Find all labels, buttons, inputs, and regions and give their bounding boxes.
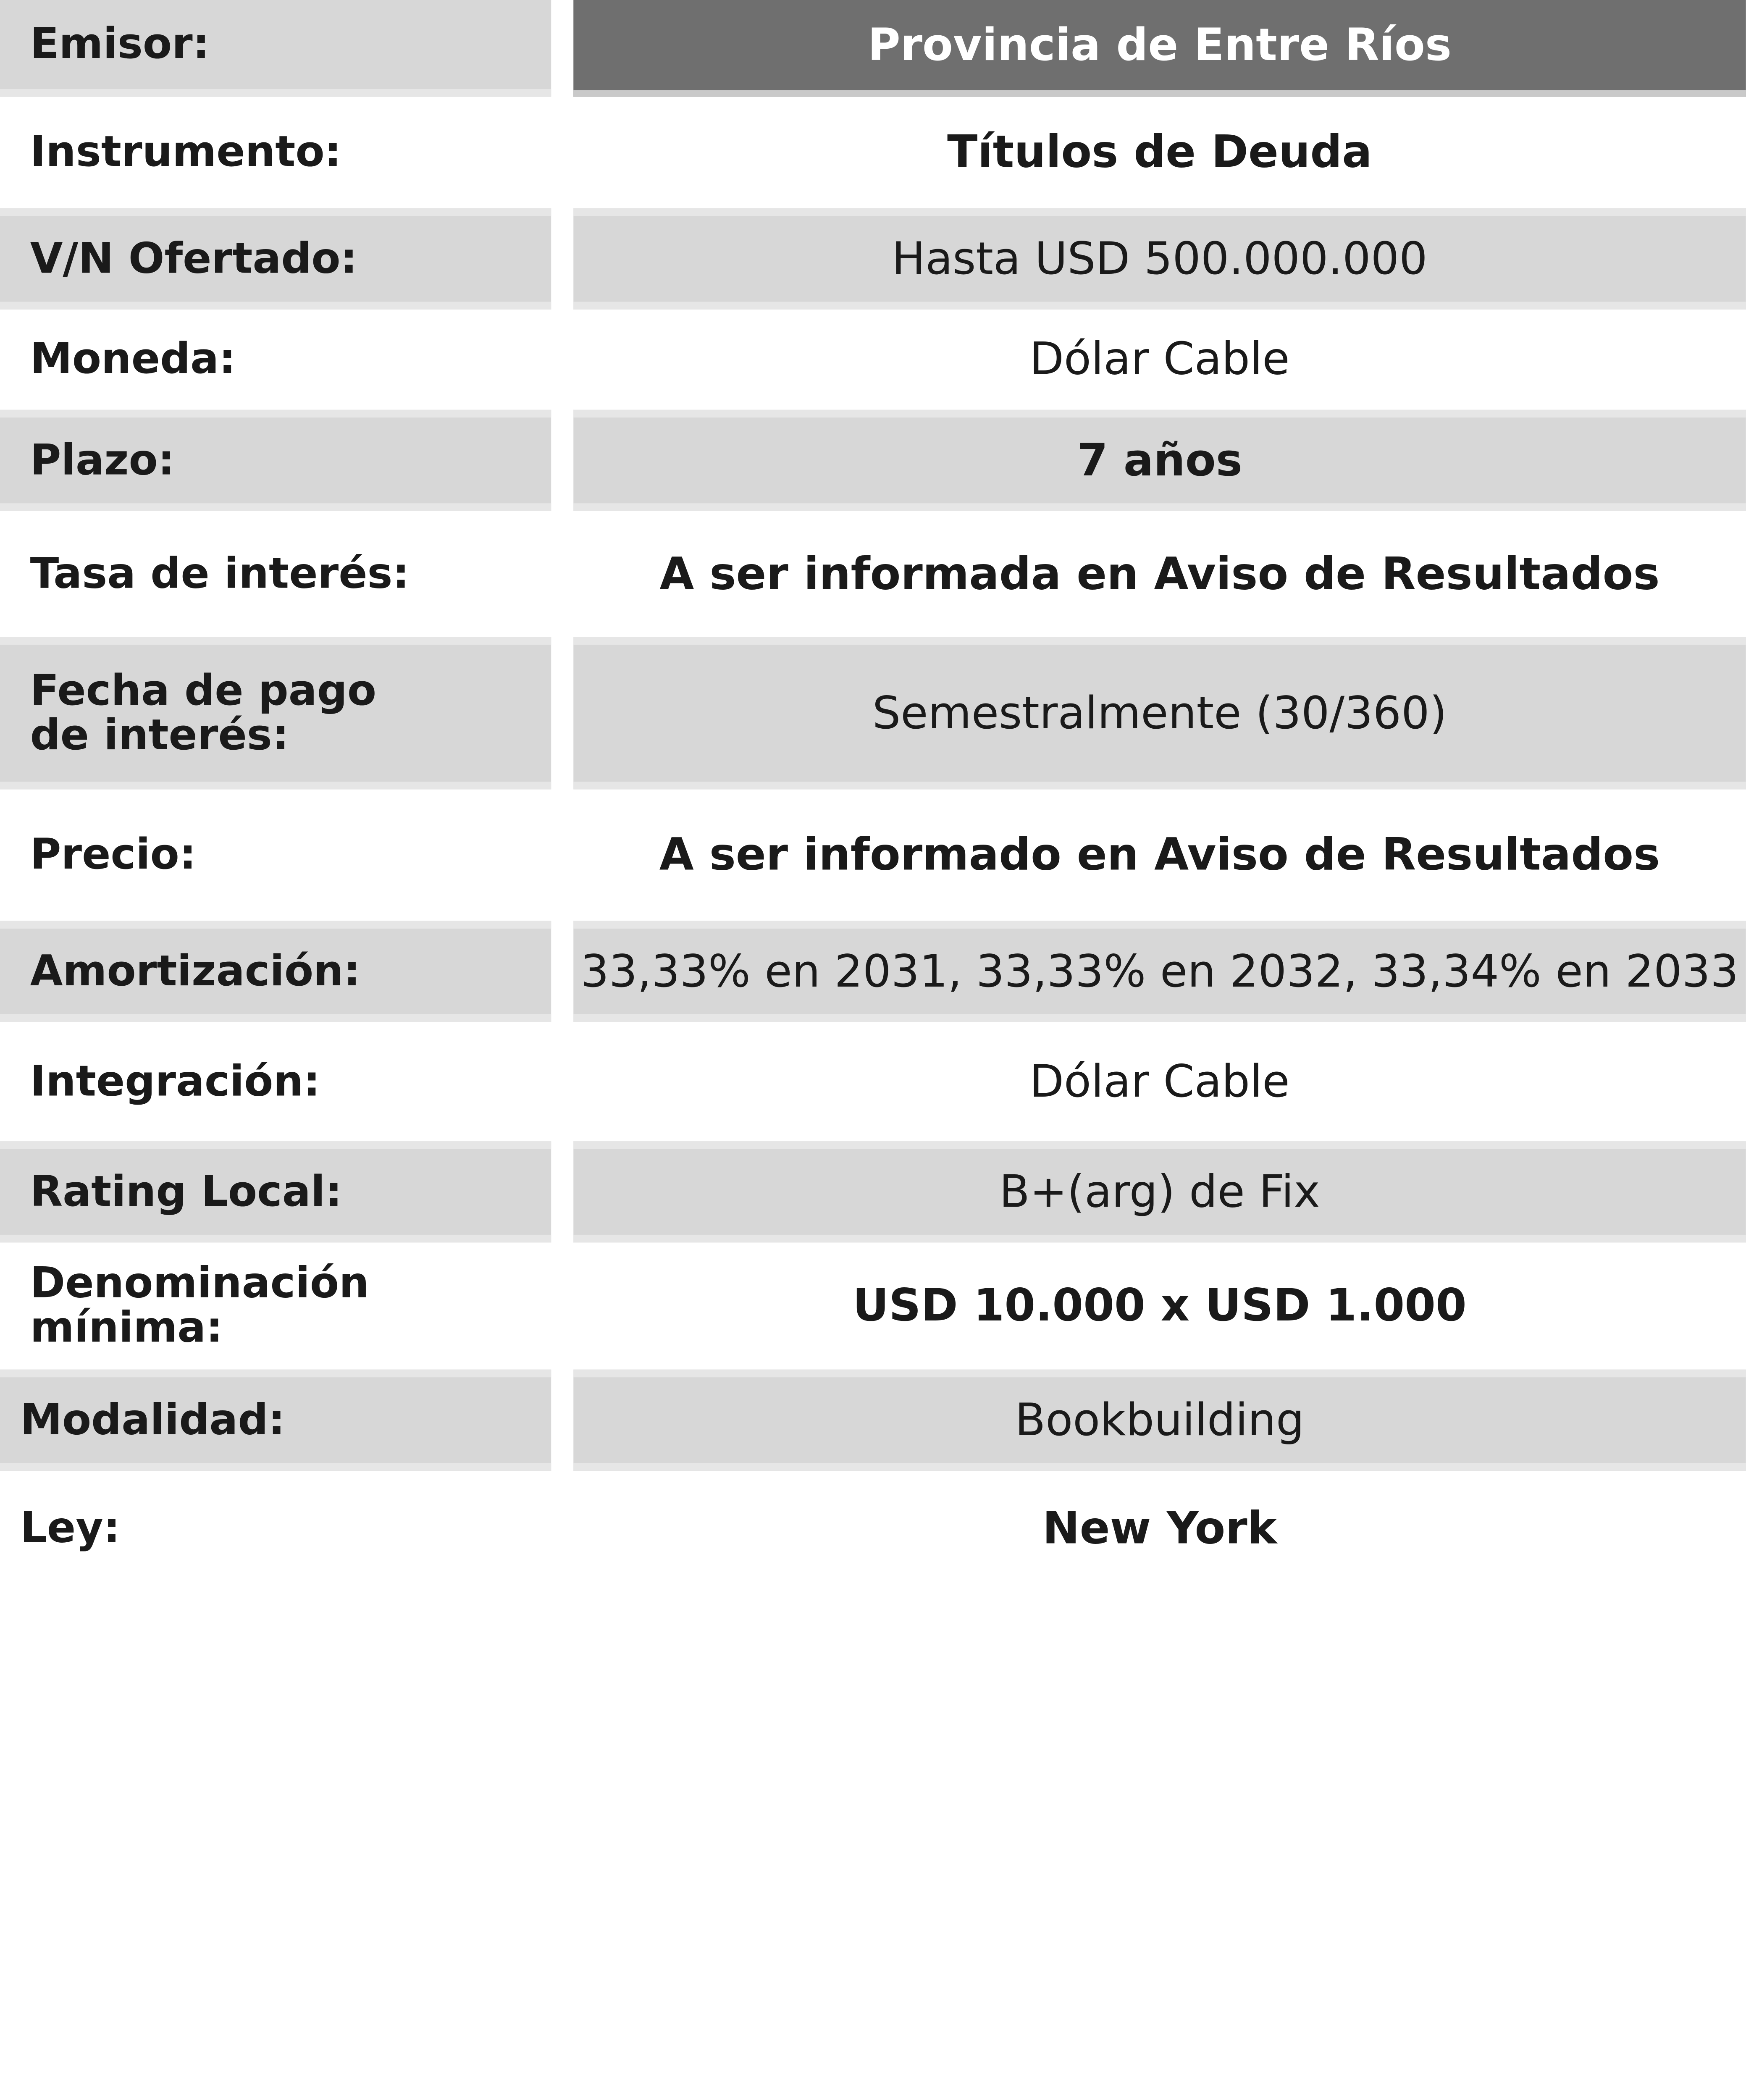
row-label: Rating Local:	[0, 1141, 551, 1242]
row-value: New York	[1042, 1503, 1277, 1554]
row-label	[0, 637, 551, 789]
table-row-rating	[0, 1141, 1746, 1242]
issuer-value: Provincia de Entre Ríos	[573, 0, 1746, 97]
row-value: USD 10.000 x USD 1.000	[853, 1280, 1467, 1332]
row-label-line: de interés:	[30, 710, 289, 759]
row-label: Instrumento:	[30, 127, 341, 176]
row-value: B+(arg) de Fix	[573, 1141, 1746, 1242]
table-row-tasa	[0, 511, 1746, 637]
row-label: Amortización:	[0, 921, 551, 1022]
table-row-instrumento	[0, 97, 1746, 208]
table-row-vn-ofertado	[0, 208, 1746, 310]
row-label: Plazo:	[0, 410, 551, 511]
table-row-precio	[0, 790, 1746, 921]
row-value: Bookbuilding	[573, 1370, 1746, 1471]
row-label: Denominación mínima:	[30, 1258, 369, 1352]
table-row-denominacion	[0, 1243, 1746, 1370]
row-value: Hasta USD 500.000.000	[573, 208, 1746, 310]
row-value: Dólar Cable	[1029, 1056, 1290, 1108]
row-value: 7 años	[573, 410, 1746, 511]
row-value: Dólar Cable	[1029, 334, 1290, 386]
row-label: Precio:	[30, 830, 197, 879]
row-label: Moneda:	[30, 334, 236, 383]
row-value: Títulos de Deuda	[947, 127, 1372, 178]
table-row-integracion	[0, 1022, 1746, 1142]
row-value: A ser informado en Aviso de Resultados	[659, 829, 1660, 881]
row-label: Modalidad:	[0, 1370, 551, 1471]
row-label: Emisor:	[0, 0, 551, 97]
row-label: Ley:	[20, 1503, 121, 1552]
table-row-emisor	[0, 0, 1746, 97]
row-value: Semestralmente (30/360)	[573, 637, 1746, 789]
table-row-amortizacion	[0, 921, 1746, 1022]
table-row-ley	[0, 1471, 1746, 1587]
row-label: Tasa de interés:	[30, 548, 410, 598]
table-row-moneda	[0, 310, 1746, 410]
row-label: V/N Ofertado:	[0, 208, 551, 310]
row-label: Integración:	[30, 1056, 320, 1105]
row-value: A ser informada en Aviso de Resultados	[659, 548, 1660, 600]
row-value: 33,33% en 2031, 33,33% en 2032, 33,34% en 2033	[573, 921, 1746, 1022]
table-row-modalidad	[0, 1370, 1746, 1471]
table-row-fecha-pago	[0, 637, 1746, 789]
table-row-plazo	[0, 410, 1746, 511]
row-label-line: Fecha de pago	[30, 665, 377, 714]
